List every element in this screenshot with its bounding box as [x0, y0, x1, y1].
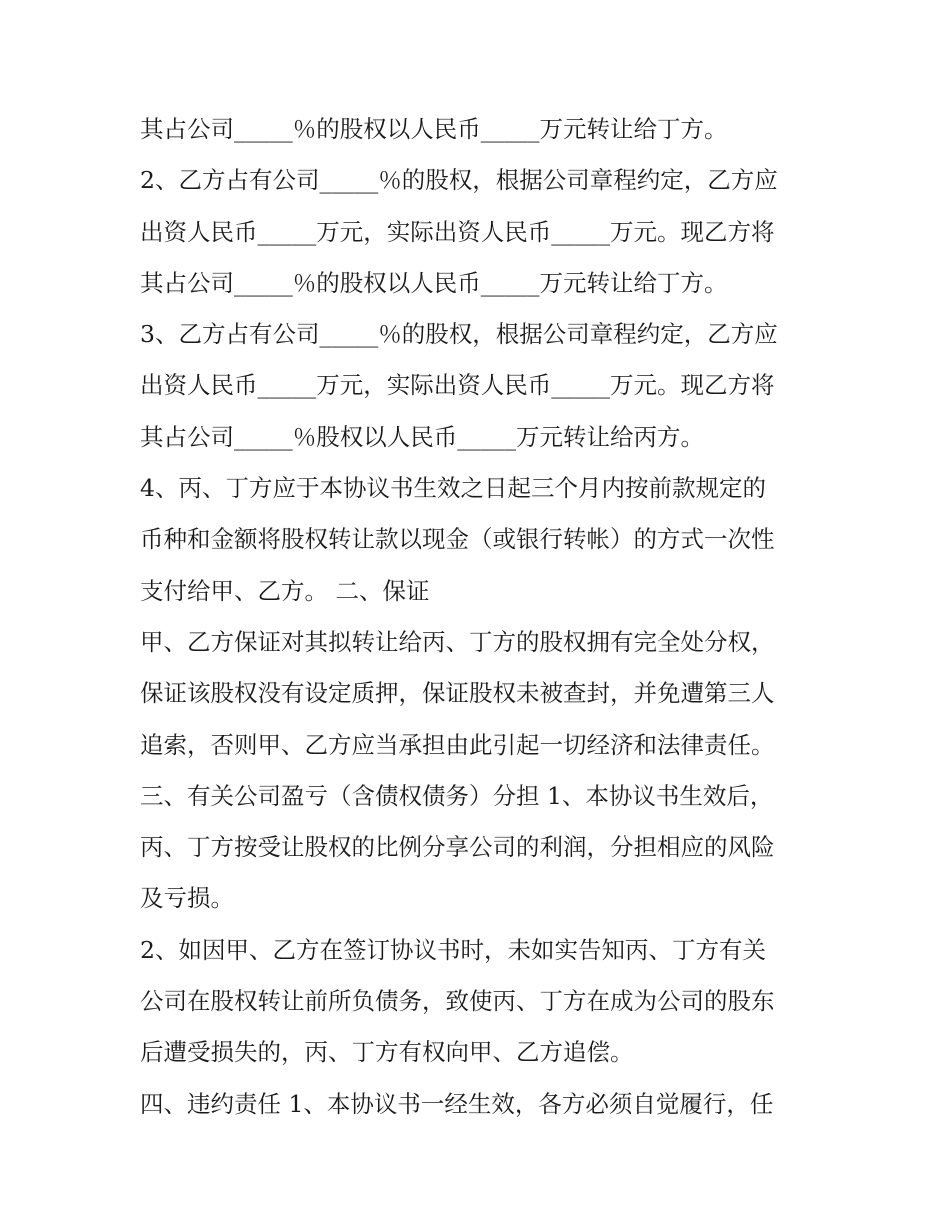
- text-line: 4、丙、丁方应于本协议书生效之日起三个月内按前款规定的: [140, 474, 766, 503]
- text-line: 追索，否则甲、乙方应当承担由此引起一切经济和法律责任。: [140, 730, 775, 759]
- text-line: 3、乙方占有公司_____％的股权，根据公司章程约定，乙方应: [140, 320, 778, 349]
- text-line: 出资人民币_____万元，实际出资人民币_____万元。现乙方将: [140, 217, 775, 246]
- text-line: 其占公司_____％股权以人民币_____万元转让给丙方。: [140, 422, 704, 451]
- text-line: 及亏损。: [140, 884, 234, 913]
- text-line: 三、有关公司盈亏（含债权债务）分担 1、本协议书生效后，: [140, 781, 774, 810]
- text-line: 公司在股权转让前所负债务，致使丙、丁方在成为公司的股东: [140, 987, 775, 1016]
- text-line: 保证该股权没有设定质押，保证股权未被查封，并免遭第三人: [140, 679, 775, 708]
- text-line: 币种和金额将股权转让款以现金（或银行转帐）的方式一次性: [140, 525, 775, 554]
- text-line: 其占公司_____％的股权以人民币_____万元转让给丁方。: [140, 115, 728, 143]
- text-line: 四、违约责任 1、本协议书一经生效，各方必须自觉履行，任: [140, 1089, 774, 1118]
- text-line: 甲、乙方保证对其拟转让给丙、丁方的股权拥有完全处分权，: [140, 627, 775, 656]
- text-line: 其占公司_____％的股权以人民币_____万元转让给丁方。: [140, 268, 728, 297]
- text-line: 丙、丁方按受让股权的比例分享公司的利润，分担相应的风险: [140, 833, 775, 862]
- text-line: 支付给甲、乙方。 二、保证: [140, 576, 430, 605]
- text-line: 出资人民币_____万元，实际出资人民币_____万元。现乙方将: [140, 371, 775, 400]
- text-line: 后遭受损失的，丙、丁方有权向甲、乙方追偿。: [140, 1038, 634, 1067]
- text-line: 2、如因甲、乙方在签订协议书时，未如实告知丙、丁方有关: [140, 935, 766, 964]
- text-line: 2、乙方占有公司_____％的股权，根据公司章程约定，乙方应: [140, 166, 778, 195]
- document-body: [140, 104, 820, 1130]
